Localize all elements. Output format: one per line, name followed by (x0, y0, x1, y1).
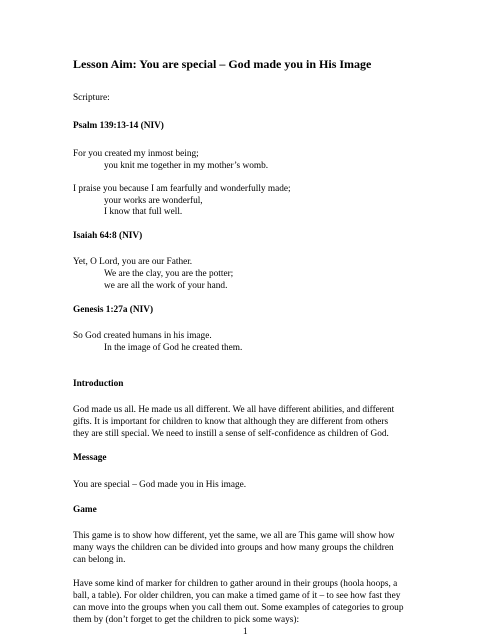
page-number: 1 (243, 627, 248, 637)
genesis-line: In the image of God he created them. (104, 343, 243, 353)
scripture-label: Scripture: (73, 93, 110, 103)
genesis-line: So God created humans in his image. (73, 331, 212, 341)
isaiah-line: We are the clay, you are the potter; (104, 269, 234, 279)
psalm-line: your works are wonderful, (104, 196, 203, 206)
introduction-line: they are still special. We need to instill a sense of self-confidence as children of God. (73, 429, 389, 439)
introduction-line: God made us all. He made us all different. We all have different abilities, and different (73, 405, 395, 415)
game-line: them by (don’t forget to get the children to pick some ways): (73, 615, 300, 625)
isaiah-reference: Isaiah 64:8 (NIV) (73, 231, 143, 241)
psalm-line: For you created my inmost being; (73, 149, 199, 159)
message-heading: Message (73, 453, 107, 463)
lesson-title: Lesson Aim: You are special – God made you in His Image (73, 57, 372, 71)
game-line: ball, a table). For older children, you can make a timed game of it – to see how fast they (73, 591, 401, 601)
game-line: can move into the groups when you call them out. Some examples of categories to group (73, 603, 404, 613)
game-line: Have some kind of marker for children to gather around in their groups (hoola hoops, a (73, 579, 398, 589)
message-line: You are special – God made you in His image. (73, 480, 247, 490)
isaiah-line: Yet, O Lord, you are our Father. (73, 257, 193, 267)
psalm-line: I praise you because I am fearfully and wonderfully made; (73, 184, 291, 194)
game-line: This game is to show how different, yet the same, we all are This game will show how (73, 531, 395, 541)
introduction-line: gifts. It is important for children to know that although they are different from others (73, 417, 389, 427)
game-line: can belong in. (73, 555, 126, 565)
psalm-line: I know that full well. (104, 207, 183, 217)
isaiah-line: we are all the work of your hand. (104, 281, 228, 291)
psalm-reference: Psalm 139:13-14 (NIV) (73, 121, 164, 131)
genesis-reference: Genesis 1:27a (NIV) (73, 305, 154, 315)
game-heading: Game (73, 505, 97, 515)
introduction-heading: Introduction (73, 379, 124, 389)
psalm-line: you knit me together in my mother’s womb. (104, 161, 269, 171)
game-line: many ways the children can be divided into groups and how many groups the children (73, 543, 394, 553)
